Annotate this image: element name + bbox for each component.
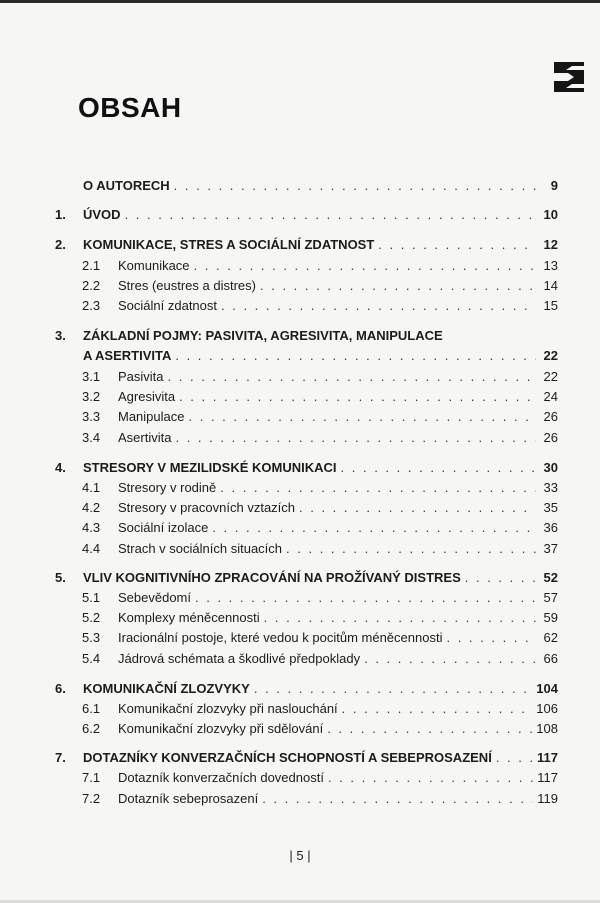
toc-entry-title: STRESORY V MEZILIDSKÉ KOMUNIKACI bbox=[83, 460, 337, 475]
toc-section-row[interactable] bbox=[0, 258, 600, 278]
toc-chapter-row[interactable] bbox=[0, 460, 600, 480]
page-title: OBSAH bbox=[78, 92, 182, 123]
toc-entry-number: 6.2 bbox=[82, 721, 101, 736]
toc-entry-number: 3.2 bbox=[82, 389, 101, 404]
toc-entry-page: 35 bbox=[543, 500, 558, 515]
toc-entry-title: DOTAZNÍKY KONVERZAČNÍCH SCHOPNOSTÍ A SEBEPROSAZENÍ bbox=[83, 750, 492, 765]
toc-leader-dots bbox=[327, 721, 532, 736]
toc-section-row[interactable] bbox=[0, 630, 600, 650]
toc-entry-title: Jádrová schémata a škodlivé předpoklady bbox=[118, 651, 361, 666]
toc-entry-page: 12 bbox=[543, 237, 558, 252]
toc-leader-dots bbox=[364, 651, 536, 666]
toc-leader-dots bbox=[328, 770, 533, 785]
toc-entry-number: 7. bbox=[55, 750, 66, 765]
toc-entry-page: 36 bbox=[543, 520, 558, 535]
toc-leader-dots bbox=[125, 207, 536, 222]
toc-entry-title: ÚVOD bbox=[83, 207, 121, 222]
toc-entry-number: 5.4 bbox=[82, 651, 101, 666]
toc-section-row[interactable] bbox=[0, 480, 600, 500]
toc-entry-number: 2. bbox=[55, 237, 66, 252]
page-number: | 5 | bbox=[289, 848, 311, 863]
toc-entry-page: 10 bbox=[543, 207, 558, 222]
toc-entry-title: KOMUNIKAČNÍ ZLOZVYKY bbox=[83, 681, 250, 696]
toc-entry-page: 117 bbox=[537, 770, 558, 785]
toc-entry-page: 13 bbox=[543, 258, 558, 273]
toc-entry-page: 52 bbox=[543, 570, 558, 585]
toc-entry-page: 66 bbox=[543, 651, 558, 666]
toc-leader-dots bbox=[465, 570, 536, 585]
toc-entry-number: 6. bbox=[55, 681, 66, 696]
toc-entry-title: Komunikační zlozvyky při sdělování bbox=[118, 721, 324, 736]
toc-leader-dots bbox=[195, 590, 536, 605]
toc-entry-number: 7.1 bbox=[82, 770, 101, 785]
toc-entry-page: 108 bbox=[536, 721, 558, 736]
toc-leader-dots bbox=[262, 791, 533, 806]
toc-entry-title: Komplexy méněcennosti bbox=[118, 610, 260, 625]
toc-chapter-row[interactable] bbox=[0, 328, 600, 348]
toc-chapter-row[interactable] bbox=[0, 237, 600, 257]
toc-entry-page: 30 bbox=[543, 460, 558, 475]
toc-entry-page: 59 bbox=[543, 610, 558, 625]
toc-leader-dots bbox=[168, 369, 536, 384]
toc-leader-dots bbox=[221, 298, 536, 313]
toc-entry-title: O AUTORECH bbox=[83, 178, 170, 193]
toc-entry-title: Manipulace bbox=[118, 409, 185, 424]
toc-entry-title: A ASERTIVITA bbox=[83, 348, 172, 363]
toc-section-row[interactable] bbox=[0, 389, 600, 409]
toc-entry-number: 4. bbox=[55, 460, 66, 475]
toc-leader-dots bbox=[496, 750, 533, 765]
toc-leader-dots bbox=[299, 500, 536, 515]
toc-entry-page: 22 bbox=[543, 369, 558, 384]
toc-entry-page: 117 bbox=[537, 750, 558, 765]
toc-entry-title: Sociální zdatnost bbox=[118, 298, 218, 313]
toc-section-row[interactable] bbox=[0, 409, 600, 429]
toc-leader-dots bbox=[342, 701, 533, 716]
toc-entry-page: 22 bbox=[543, 348, 558, 363]
toc-chapter-row[interactable] bbox=[0, 348, 600, 368]
toc-leader-dots bbox=[175, 348, 536, 363]
toc-chapter-row[interactable] bbox=[0, 207, 600, 227]
toc-entry-number: 3.3 bbox=[82, 409, 101, 424]
toc-entry-number: 4.4 bbox=[82, 541, 101, 556]
toc-leader-dots bbox=[179, 389, 536, 404]
toc-entry-title: ZÁKLADNÍ POJMY: PASIVITA, AGRESIVITA, MANIPULACE bbox=[83, 328, 443, 343]
toc-entry-number: 1. bbox=[55, 207, 66, 222]
toc-leader-dots bbox=[194, 258, 536, 273]
toc-entry-page: 33 bbox=[543, 480, 558, 495]
toc-entry-title: Agresivita bbox=[118, 389, 176, 404]
toc-section-row[interactable] bbox=[0, 520, 600, 540]
toc-entry-number: 2.1 bbox=[82, 258, 101, 273]
toc-chapter-row[interactable] bbox=[0, 681, 600, 701]
toc-section-row[interactable] bbox=[0, 590, 600, 610]
toc-leader-dots bbox=[220, 480, 536, 495]
toc-chapter-row[interactable] bbox=[0, 178, 600, 198]
toc-section-row[interactable] bbox=[0, 369, 600, 389]
toc-entry-page: 62 bbox=[543, 630, 558, 645]
toc-entry-number: 5.1 bbox=[82, 590, 101, 605]
toc-entry-page: 26 bbox=[543, 430, 558, 445]
toc-entry-title: Komunikace bbox=[118, 258, 190, 273]
toc-entry-page: 24 bbox=[543, 389, 558, 404]
toc-entry-page: 9 bbox=[550, 178, 558, 193]
toc-section-row[interactable] bbox=[0, 770, 600, 790]
toc-entry-page: 26 bbox=[543, 409, 558, 424]
toc-leader-dots bbox=[189, 409, 537, 424]
toc-entry-title: Iracionální postoje, které vedou k pocitům méněcennosti bbox=[118, 630, 443, 645]
toc-entry-page: 57 bbox=[543, 590, 558, 605]
toc-section-row[interactable] bbox=[0, 721, 600, 741]
toc-entry-number: 3.4 bbox=[82, 430, 101, 445]
toc-entry-number: 5.2 bbox=[82, 610, 101, 625]
toc-entry-title: Stresory v rodině bbox=[118, 480, 217, 495]
toc-entry-number: 3. bbox=[55, 328, 66, 343]
toc-leader-dots bbox=[254, 681, 532, 696]
toc-section-row[interactable] bbox=[0, 701, 600, 721]
toc-entry-number: 4.1 bbox=[82, 480, 101, 495]
toc-entry-title: Stresory v pracovních vztazích bbox=[118, 500, 296, 515]
toc-entry-number: 2.3 bbox=[82, 298, 101, 313]
toc-entry-title: Stres (eustres a distres) bbox=[118, 278, 256, 293]
toc-entry-page: 14 bbox=[543, 278, 558, 293]
toc-leader-dots bbox=[341, 460, 536, 475]
toc-entry-number: 4.3 bbox=[82, 520, 101, 535]
toc-entry-title: Komunikační zlozvyky při naslouchání bbox=[118, 701, 338, 716]
toc-entry-number: 4.2 bbox=[82, 500, 101, 515]
toc-section-row[interactable] bbox=[0, 298, 600, 318]
toc-leader-dots bbox=[260, 278, 536, 293]
toc-entry-title: Sebevědomí bbox=[118, 590, 191, 605]
toc-entry-title: Dotazník sebeprosazení bbox=[118, 791, 259, 806]
toc-entry-title: Asertivita bbox=[118, 430, 172, 445]
toc-entry-page: 119 bbox=[537, 791, 558, 806]
toc-section-row[interactable] bbox=[0, 651, 600, 671]
toc-entry-number: 7.2 bbox=[82, 791, 101, 806]
toc-section-row[interactable] bbox=[0, 500, 600, 520]
toc-section-row[interactable] bbox=[0, 610, 600, 630]
toc-section-row[interactable] bbox=[0, 791, 600, 811]
toc-entry-number: 5.3 bbox=[82, 630, 101, 645]
toc-entry-number: 3.1 bbox=[82, 369, 101, 384]
toc-leader-dots bbox=[175, 430, 536, 445]
toc-leader-dots bbox=[264, 610, 536, 625]
toc-leader-dots bbox=[378, 237, 536, 252]
toc-section-row[interactable] bbox=[0, 541, 600, 561]
toc-section-row[interactable] bbox=[0, 278, 600, 298]
toc-leader-dots bbox=[286, 541, 536, 556]
toc-chapter-row[interactable] bbox=[0, 570, 600, 590]
toc-entry-page: 37 bbox=[543, 541, 558, 556]
toc-entry-title: Dotazník konverzačních dovedností bbox=[118, 770, 324, 785]
toc-entry-title: Sociální izolace bbox=[118, 520, 209, 535]
toc-leader-dots bbox=[446, 630, 536, 645]
toc-entry-number: 6.1 bbox=[82, 701, 101, 716]
toc-entry-title: KOMUNIKACE, STRES A SOCIÁLNÍ ZDATNOST bbox=[83, 237, 375, 252]
toc-entry-number: 5. bbox=[55, 570, 66, 585]
toc-entry-title: Pasivita bbox=[118, 369, 164, 384]
toc-entry-page: 104 bbox=[536, 681, 558, 696]
toc-entry-page: 15 bbox=[543, 298, 558, 313]
toc-leader-dots bbox=[174, 178, 536, 193]
toc-leader-dots bbox=[212, 520, 536, 535]
toc-entry-number: 2.2 bbox=[82, 278, 101, 293]
toc-chapter-row[interactable] bbox=[0, 750, 600, 770]
toc-entry-title: Strach v sociálních situacích bbox=[118, 541, 283, 556]
toc-entry-page: 106 bbox=[536, 701, 558, 716]
toc-section-row[interactable] bbox=[0, 430, 600, 450]
toc-entry-title: VLIV KOGNITIVNÍHO ZPRACOVÁNÍ NA PROŽÍVANÝ DISTRES bbox=[83, 570, 461, 585]
